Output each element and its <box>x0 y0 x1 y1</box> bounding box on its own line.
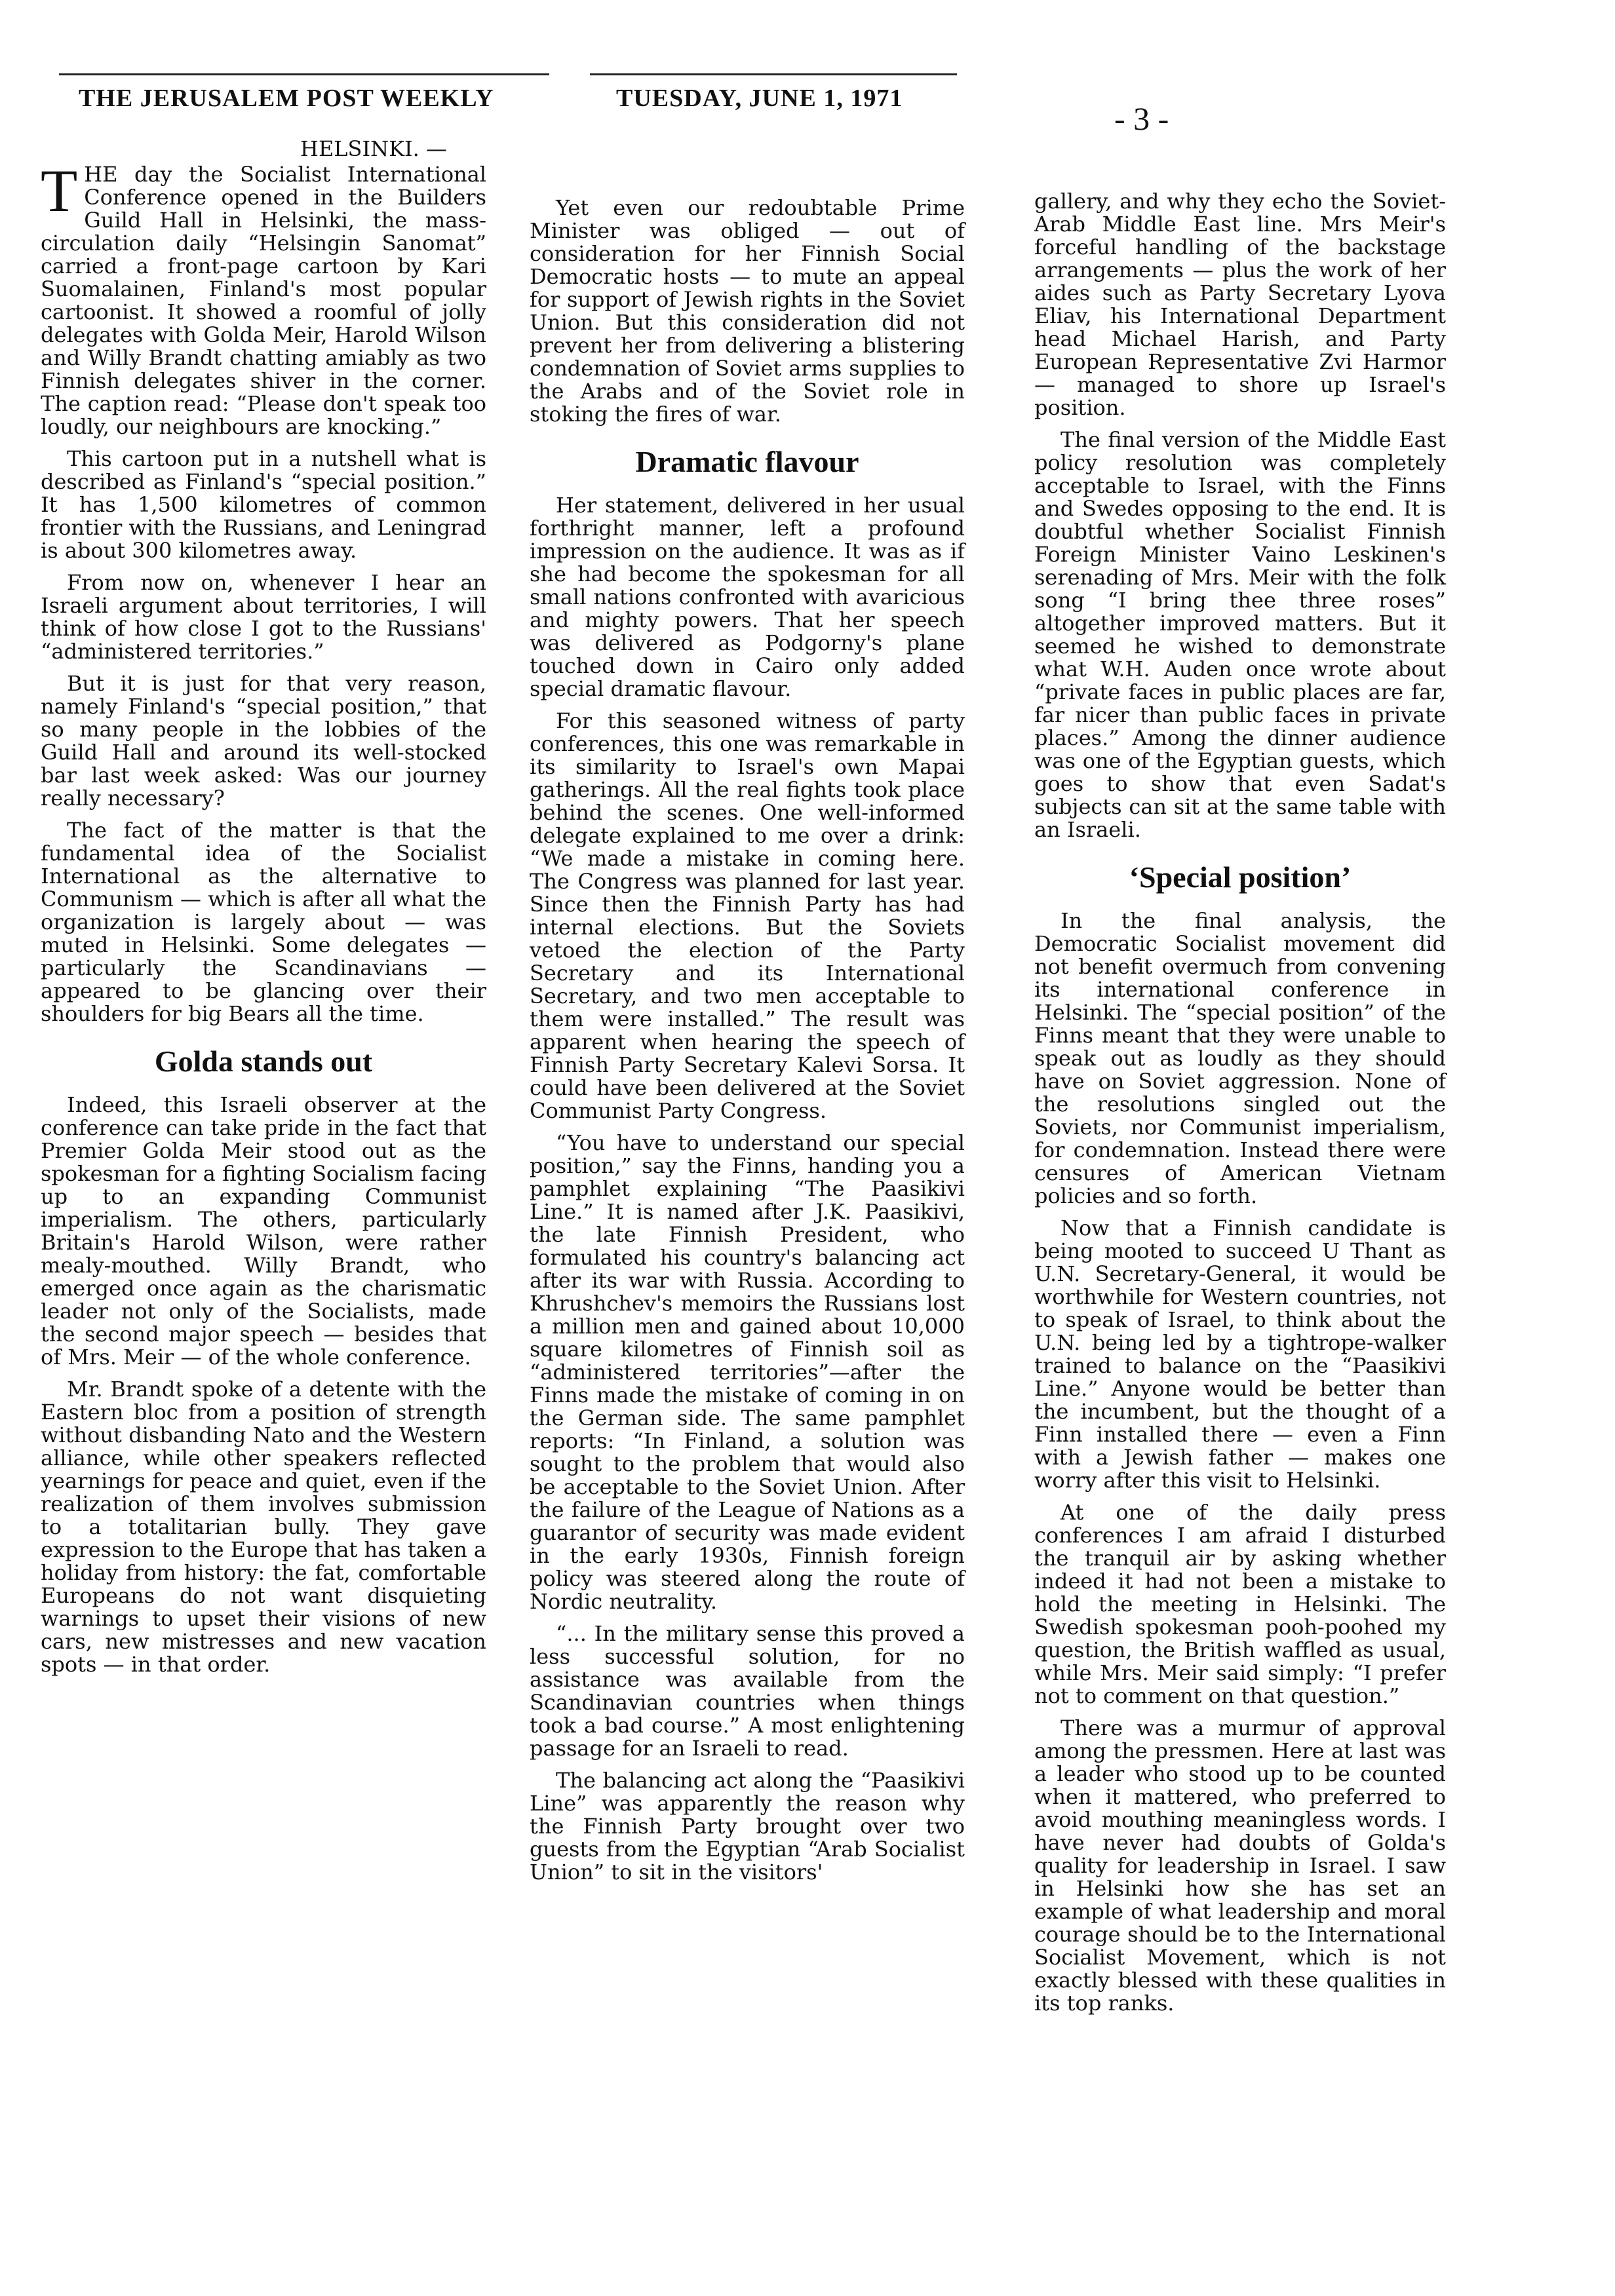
subheading-golda-stands-out: Golda stands out <box>154 1044 373 1078</box>
subheading-dramatic-flavour: Dramatic flavour <box>635 445 859 478</box>
paragraph: But it is just for that very reason, namely Finland's “special position,” that so many people in the lobbies of the Guild Hall and around its well-stocked bar last week asked: Was our journey really necessary? <box>41 671 486 811</box>
paragraph: The fact of the matter is that the fundamental idea of the Socialist International as the alternative to Communism — which is after all what the organization is largely about — was muted in Helsinki. Some delegates — particularly the Scandinavians — appeared to be glancing over their shoulders for big Bears all the time. <box>41 818 486 1026</box>
article-column-1 <box>41 138 486 1685</box>
paragraph: “... In the military sense this proved a less successful solution, for no assistance was available from the Scandinavian countries when things took a bad course.” A most enlightening passage for an Israeli to read. <box>530 1621 965 1761</box>
paragraph: gallery, and why they echo the Soviet-Arab Middle East line. Mrs Meir's forceful handling of the backstage arrangements — plus the work of her aides such as Party Secretary Lyova Eliav, his International Department head Michael Harish, and Party European Representative Zvi Harmor — managed to shore up Israel's position. <box>1034 189 1446 420</box>
paragraph: “You have to understand our special position,” say the Finns, handing you a pamphlet explaining “The Paasikivi Line.” It is named after J.K. Paasikivi, the late Finnish President, who formulated his country's balancing act after its war with Russia. According to Khrushchev's memoirs the Russians lost a million men and gained about 10,000 square kilometres of Finnish soil as “administered territories”—after the Finns made the mistake of coming in on the German side. The same pamphlet reports: “In Finland, a solution was sought to the problem that would also be acceptable to the Soviet Union. After the failure of the League of Nations as a guarantor of security was made evident in the early 1930s, Finnish foreign policy was steered along the route of Nordic neutrality. <box>530 1130 965 1614</box>
page-number: - 3 - <box>1114 100 1169 137</box>
paragraph: This cartoon put in a nutshell what is described as Finland's “special position.” It has 1,500 kilometres of common frontier with the Russians, and Leningrad is about 300 kilometres away. <box>41 446 486 563</box>
paragraph: At one of the daily press conferences I am afraid I disturbed the tranquil air by asking whether indeed it had not been a mistake to hold the meeting in Helsinki. The Swedish spokesman pooh-poohed my question, the British waffled as usual, while Mrs. Meir said simply: “I prefer not to comment on that question.” <box>1034 1500 1446 1708</box>
article-column-3 <box>1034 190 1446 2024</box>
dateline-place: HELSINKI. — <box>300 136 447 161</box>
paragraph: THE day the Socialist International Conference opened in the Builders Guild Hall in Helsinki, the mass-circulation daily “Helsingin Sanomat” carried a front-page cartoon by Kari Suomalainen, Finland's most popular cartoonist. It showed a roomful of jolly delegates with Golda Meir, Harold Wilson and Willy Brandt chatting amiably as two Finnish delegates shiver in the corner. The caption read: “Please don't speak too loudly, our neighbours are knocking.” <box>41 157 486 439</box>
masthead-rule-right <box>590 73 957 75</box>
publication-name: THE JERUSALEM POST WEEKLY <box>79 85 494 112</box>
paragraph: From now on, whenever I hear an Israeli argument about territories, I will think of how close I got to the Russians' “administered territories.” <box>41 570 486 664</box>
paragraph: Now that a Finnish candidate is being mooted to succeed U Thant as U.N. Secretary-General, it would be worthwhile for Western countries, not to speak of Israel, to think about the U.N. being led by a tightrope-walker trained to balance on the “Paasikivi Line.” Anyone would be better than the incumbent, but the thought of a Finn installed there — even a Finn with a Jewish father — makes one worry after this visit to Helsinki. <box>1034 1215 1446 1493</box>
paragraph: Indeed, this Israeli observer at the conference can take pride in the fact that Premier Golda Meir stood out as the spokesman for a fighting Socialism facing up to an expanding Communist imperialism. The others, particularly Britain's Harold Wilson, were rather mealy-mouthed. Willy Brandt, who emerged once again as the charismatic leader not only of the Socialists, made the second major speech — besides that of Mrs. Meir — of the whole conference. <box>41 1092 486 1369</box>
paragraph: Mr. Brandt spoke of a detente with the Eastern bloc from a position of strength without disbanding Nato and the Western alliance, while other speakers reflected yearnings for peace and quiet, even if the realization of them involves submission to a totalitarian bully. They gave expression to the Europe that has taken a holiday from history: the fat, comfortable Europeans do not want disquieting warnings to upset their visions of new cars, new mistresses and new vacation spots — in that order. <box>41 1377 486 1677</box>
paragraph: Yet even our redoubtable Prime Minister was obliged — out of consideration for her Finnish Social Democratic hosts — to mute an appeal for support of Jewish rights in the Soviet Union. But this consideration did not prevent her from delivering a blistering condemnation of Soviet arms supplies to the Arabs and of the Soviet role in stoking the fires of war. <box>530 195 965 427</box>
paragraph: Her statement, delivered in her usual forthright manner, left a profound impression on the audience. It was as if she had become the spokesman for all small nations confronted with avaricious and mighty powers. That her speech was delivered as Podgorny's plane touched down in Cairo only added special dramatic flavour. <box>530 493 965 701</box>
article-column-2 <box>530 197 965 1893</box>
paragraph: The balancing act along the “Paasikivi Line” was apparently the reason why the Finnish Party brought over two guests from the Egyptian “Arab Socialist Union” to sit in the visitors' <box>530 1768 965 1885</box>
paragraph: In the final analysis, the Democratic Socialist movement did not benefit overmuch from convening its international conference in Helsinki. The “special position” of the Finns meant that they were unable to speak out as loudly as they should have on Soviet aggression. None of the resolutions singled out the Soviets, nor Communist imperialism, for condemnation. Instead there were censures of American Vietnam policies and so forth. <box>1034 908 1446 1208</box>
paragraph: There was a murmur of approval among the pressmen. Here at last was a leader who stood up to be counted when it mattered, who preferred to avoid mouthing meaningless words. I have never had doubts of Golda's quality for leadership in Israel. I saw in Helsinki how she has set an example of what leadership and moral courage should be to the International Socialist Movement, which is not exactly blessed with these qualities in its top ranks. <box>1034 1715 1446 2016</box>
paragraph: The final version of the Middle East policy resolution was completely acceptable to Israel, with the Finns and Swedes opposing to the end. It is doubtful whether Socialist Finnish Foreign Minister Vaino Leskinen's serenading of Mrs. Meir with the folk song “I bring thee three roses” altogether improved matters. But it seemed he wished to demonstrate what W.H. Auden once wrote about “private faces in public places are far, far nicer than public faces in private places.” Among the dinner audience was one of the Egyptian guests, which goes to show that even Sadat's subjects can sit at the same table with an Israeli. <box>1034 427 1446 842</box>
issue-date: TUESDAY, JUNE 1, 1971 <box>616 85 903 112</box>
paragraph: For this seasoned witness of party conferences, this one was remarkable in its similarity to Israel's own Mapai gatherings. All the real fights took place behind the scenes. One well-informed delegate explained to me over a drink: “We made a mistake in coming here. The Congress was planned for last year. Since then the Finnish Party has had internal elections. But the Soviets vetoed the election of the Party Secretary and its International Secretary, and two men acceptable to them were installed.” The result was apparent when hearing the speech of Finnish Party Secretary Kalevi Sorsa. It could have been delivered at the Soviet Communist Party Congress. <box>530 708 965 1123</box>
subheading-special-position: ‘Special position’ <box>1129 860 1352 894</box>
drop-cap: T <box>41 157 78 224</box>
masthead-rule-left <box>59 73 549 75</box>
